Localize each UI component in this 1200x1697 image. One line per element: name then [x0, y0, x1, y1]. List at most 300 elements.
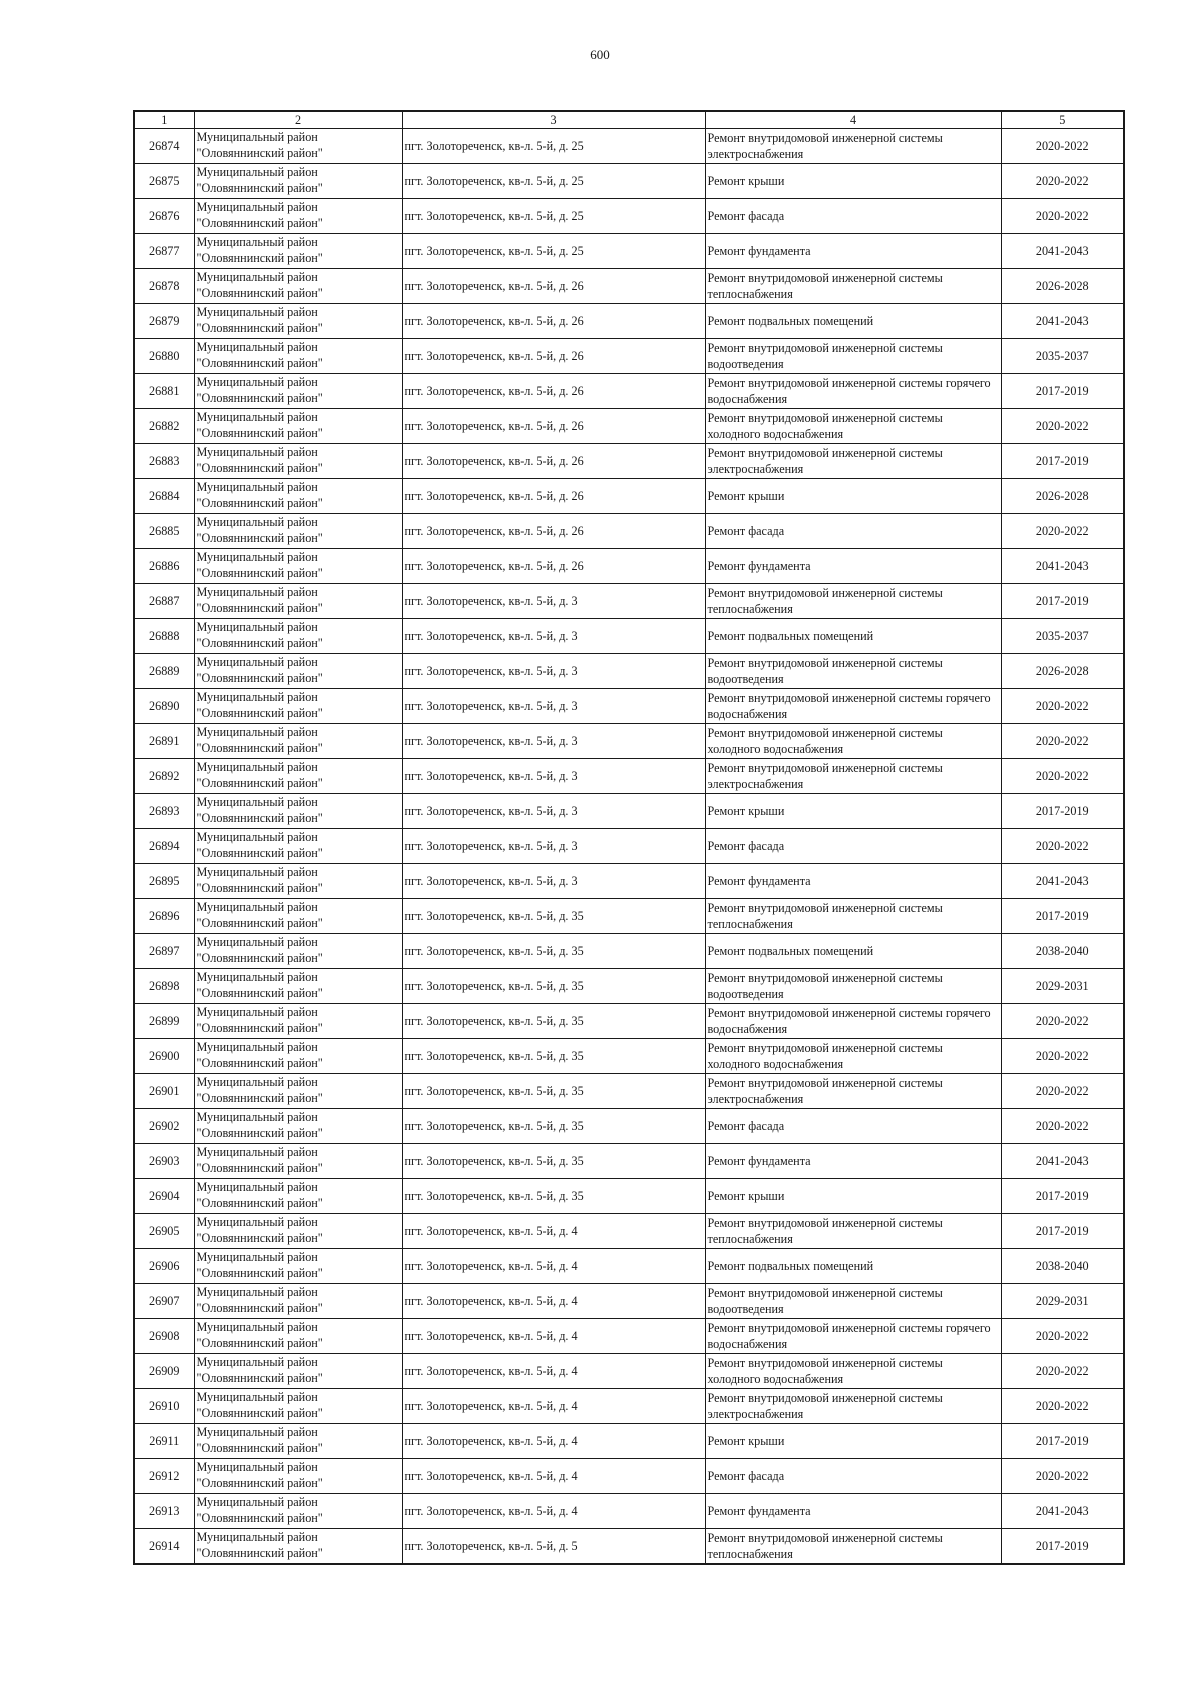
period-cell: 2017-2019 — [1001, 1179, 1124, 1214]
municipality-line-1: Муниципальный район — [196, 935, 318, 949]
municipality-cell — [194, 1354, 402, 1389]
period-cell: 2029-2031 — [1001, 969, 1124, 1004]
municipality-line-1: Муниципальный район — [196, 1145, 318, 1159]
municipality-cell — [194, 1389, 402, 1424]
municipality-cell — [194, 1249, 402, 1284]
municipality-line-2: "Оловяннинский район" — [196, 1406, 323, 1420]
table-row — [134, 619, 1124, 654]
municipality-line-1: Муниципальный район — [196, 1005, 318, 1019]
municipality-line-2: "Оловяннинский район" — [196, 356, 323, 370]
table-row — [134, 409, 1124, 444]
municipality-cell — [194, 1109, 402, 1144]
row-number-cell: 26908 — [134, 1319, 194, 1354]
municipality-line-2: "Оловяннинский район" — [196, 1126, 323, 1140]
work-type-cell: Ремонт подвальных помещений — [705, 304, 1001, 339]
municipality-line-2: "Оловяннинский район" — [196, 951, 323, 965]
municipality-line-2: "Оловяннинский район" — [196, 286, 323, 300]
table-row — [134, 584, 1124, 619]
municipality-line-2: "Оловяннинский район" — [196, 601, 323, 615]
table-row — [134, 1109, 1124, 1144]
municipality-line-1: Муниципальный район — [196, 795, 318, 809]
row-number-cell: 26907 — [134, 1284, 194, 1319]
municipality-cell — [194, 409, 402, 444]
period-cell: 2017-2019 — [1001, 899, 1124, 934]
period-cell: 2020-2022 — [1001, 829, 1124, 864]
municipality-line-1: Муниципальный район — [196, 760, 318, 774]
work-type-cell: Ремонт подвальных помещений — [705, 934, 1001, 969]
period-cell: 2020-2022 — [1001, 759, 1124, 794]
period-cell: 2020-2022 — [1001, 1319, 1124, 1354]
row-number-cell: 26890 — [134, 689, 194, 724]
municipality-line-1: Муниципальный район — [196, 445, 318, 459]
municipality-line-2: "Оловяннинский район" — [196, 321, 323, 335]
period-cell: 2041-2043 — [1001, 1494, 1124, 1529]
municipality-cell — [194, 1494, 402, 1529]
address-cell: пгт. Золотореченск, кв-л. 5-й, д. 3 — [402, 584, 705, 619]
address-cell: пгт. Золотореченск, кв-л. 5-й, д. 3 — [402, 724, 705, 759]
row-number-cell: 26912 — [134, 1459, 194, 1494]
municipality-cell — [194, 514, 402, 549]
table-row — [134, 514, 1124, 549]
table-row — [134, 234, 1124, 269]
municipality-line-2: "Оловяннинский район" — [196, 1441, 323, 1455]
municipality-line-2: "Оловяннинский район" — [196, 1336, 323, 1350]
table-row — [134, 129, 1124, 164]
work-type-cell: Ремонт внутридомовой инженерной системы водоотведения — [705, 339, 1001, 374]
municipality-line-2: "Оловяннинский район" — [196, 1091, 323, 1105]
municipality-line-1: Муниципальный район — [196, 1285, 318, 1299]
address-cell: пгт. Золотореченск, кв-л. 5-й, д. 25 — [402, 234, 705, 269]
address-cell: пгт. Золотореченск, кв-л. 5-й, д. 26 — [402, 479, 705, 514]
municipality-line-2: "Оловяннинский район" — [196, 636, 323, 650]
work-type-cell: Ремонт внутридомовой инженерной системы электроснабжения — [705, 1074, 1001, 1109]
municipality-cell — [194, 1144, 402, 1179]
work-type-cell: Ремонт внутридомовой инженерной системы теплоснабжения — [705, 1529, 1001, 1565]
period-cell: 2020-2022 — [1001, 199, 1124, 234]
municipality-line-1: Муниципальный район — [196, 900, 318, 914]
address-cell: пгт. Золотореченск, кв-л. 5-й, д. 26 — [402, 374, 705, 409]
table-row — [134, 1179, 1124, 1214]
period-cell: 2017-2019 — [1001, 1214, 1124, 1249]
municipality-line-1: Муниципальный район — [196, 1075, 318, 1089]
municipality-line-1: Муниципальный район — [196, 865, 318, 879]
municipality-cell — [194, 269, 402, 304]
municipality-line-2: "Оловяннинский район" — [196, 181, 323, 195]
row-number-cell: 26892 — [134, 759, 194, 794]
period-cell: 2026-2028 — [1001, 269, 1124, 304]
municipality-line-2: "Оловяннинский район" — [196, 1056, 323, 1070]
work-type-cell: Ремонт внутридомовой инженерной системы холодного водоснабжения — [705, 724, 1001, 759]
period-cell: 2020-2022 — [1001, 689, 1124, 724]
address-cell: пгт. Золотореченск, кв-л. 5-й, д. 35 — [402, 1074, 705, 1109]
period-cell: 2017-2019 — [1001, 374, 1124, 409]
municipality-cell — [194, 724, 402, 759]
row-number-cell: 26884 — [134, 479, 194, 514]
address-cell: пгт. Золотореченск, кв-л. 5-й, д. 4 — [402, 1284, 705, 1319]
municipality-cell — [194, 829, 402, 864]
row-number-cell: 26878 — [134, 269, 194, 304]
work-type-cell: Ремонт фасада — [705, 514, 1001, 549]
address-cell: пгт. Золотореченск, кв-л. 5-й, д. 3 — [402, 829, 705, 864]
address-cell: пгт. Золотореченск, кв-л. 5-й, д. 4 — [402, 1354, 705, 1389]
period-cell: 2020-2022 — [1001, 1354, 1124, 1389]
table-row — [134, 1144, 1124, 1179]
work-type-cell: Ремонт внутридомовой инженерной системы теплоснабжения — [705, 269, 1001, 304]
address-cell: пгт. Золотореченск, кв-л. 5-й, д. 4 — [402, 1459, 705, 1494]
row-number-cell: 26893 — [134, 794, 194, 829]
work-type-cell: Ремонт фундамента — [705, 864, 1001, 899]
period-cell: 2020-2022 — [1001, 514, 1124, 549]
column-header: 1 — [134, 111, 194, 129]
row-number-cell: 26883 — [134, 444, 194, 479]
row-number-cell: 26899 — [134, 1004, 194, 1039]
table-row — [134, 1004, 1124, 1039]
row-number-cell: 26876 — [134, 199, 194, 234]
work-type-cell: Ремонт внутридомовой инженерной системы горячего водоснабжения — [705, 374, 1001, 409]
address-cell: пгт. Золотореченск, кв-л. 5-й, д. 3 — [402, 689, 705, 724]
address-cell: пгт. Золотореченск, кв-л. 5-й, д. 35 — [402, 899, 705, 934]
work-type-cell: Ремонт фундамента — [705, 549, 1001, 584]
municipality-cell — [194, 934, 402, 969]
table-row — [134, 304, 1124, 339]
municipality-line-1: Муниципальный район — [196, 1110, 318, 1124]
municipality-line-2: "Оловяннинский район" — [196, 671, 323, 685]
address-cell: пгт. Золотореченск, кв-л. 5-й, д. 3 — [402, 864, 705, 899]
table-row — [134, 689, 1124, 724]
period-cell: 2017-2019 — [1001, 1424, 1124, 1459]
municipality-cell — [194, 1459, 402, 1494]
municipality-line-1: Муниципальный район — [196, 1460, 318, 1474]
address-cell: пгт. Золотореченск, кв-л. 5-й, д. 3 — [402, 759, 705, 794]
municipality-line-2: "Оловяннинский район" — [196, 741, 323, 755]
period-cell: 2038-2040 — [1001, 934, 1124, 969]
period-cell: 2020-2022 — [1001, 129, 1124, 164]
municipality-line-2: "Оловяннинский район" — [196, 1546, 323, 1560]
work-type-cell: Ремонт внутридомовой инженерной системы горячего водоснабжения — [705, 1319, 1001, 1354]
table-row — [134, 934, 1124, 969]
period-cell: 2035-2037 — [1001, 339, 1124, 374]
municipality-cell — [194, 619, 402, 654]
row-number-cell: 26887 — [134, 584, 194, 619]
address-cell: пгт. Золотореченск, кв-л. 5-й, д. 26 — [402, 339, 705, 374]
municipality-cell — [194, 969, 402, 1004]
municipality-cell — [194, 864, 402, 899]
page-number: 600 — [590, 47, 610, 62]
municipality-cell — [194, 899, 402, 934]
municipality-cell — [194, 1004, 402, 1039]
period-cell: 2035-2037 — [1001, 619, 1124, 654]
period-cell: 2017-2019 — [1001, 1529, 1124, 1565]
municipality-line-2: "Оловяннинский район" — [196, 146, 323, 160]
municipality-line-1: Муниципальный район — [196, 410, 318, 424]
work-type-cell: Ремонт крыши — [705, 1424, 1001, 1459]
table-row — [134, 1424, 1124, 1459]
municipality-line-1: Муниципальный район — [196, 725, 318, 739]
period-cell: 2017-2019 — [1001, 444, 1124, 479]
municipality-cell — [194, 689, 402, 724]
table-row — [134, 479, 1124, 514]
address-cell: пгт. Золотореченск, кв-л. 5-й, д. 26 — [402, 409, 705, 444]
address-cell: пгт. Золотореченск, кв-л. 5-й, д. 4 — [402, 1389, 705, 1424]
municipality-cell — [194, 1284, 402, 1319]
row-number-cell: 26906 — [134, 1249, 194, 1284]
period-cell: 2020-2022 — [1001, 1004, 1124, 1039]
municipality-line-1: Муниципальный район — [196, 305, 318, 319]
municipality-cell — [194, 654, 402, 689]
work-type-cell: Ремонт крыши — [705, 479, 1001, 514]
municipality-line-2: "Оловяннинский район" — [196, 881, 323, 895]
table-row — [134, 269, 1124, 304]
municipality-line-2: "Оловяннинский район" — [196, 1301, 323, 1315]
row-number-cell: 26909 — [134, 1354, 194, 1389]
table-row — [134, 1354, 1124, 1389]
municipality-line-1: Муниципальный район — [196, 235, 318, 249]
table-row — [134, 1529, 1124, 1565]
table-row — [134, 374, 1124, 409]
municipality-line-2: "Оловяннинский район" — [196, 1161, 323, 1175]
row-number-cell: 26888 — [134, 619, 194, 654]
municipality-line-1: Муниципальный район — [196, 970, 318, 984]
municipality-line-2: "Оловяннинский район" — [196, 1371, 323, 1385]
table-row — [134, 549, 1124, 584]
column-header: 5 — [1001, 111, 1124, 129]
municipality-cell — [194, 164, 402, 199]
period-cell: 2020-2022 — [1001, 724, 1124, 759]
row-number-cell: 26898 — [134, 969, 194, 1004]
municipality-line-2: "Оловяннинский район" — [196, 1511, 323, 1525]
table-row — [134, 1319, 1124, 1354]
period-cell: 2041-2043 — [1001, 1144, 1124, 1179]
column-header: 2 — [194, 111, 402, 129]
address-cell: пгт. Золотореченск, кв-л. 5-й, д. 5 — [402, 1529, 705, 1565]
address-cell: пгт. Золотореченск, кв-л. 5-й, д. 35 — [402, 1039, 705, 1074]
column-header: 3 — [402, 111, 705, 129]
table-row — [134, 1494, 1124, 1529]
row-number-cell: 26886 — [134, 549, 194, 584]
period-cell: 2026-2028 — [1001, 654, 1124, 689]
row-number-cell: 26914 — [134, 1529, 194, 1565]
municipality-line-1: Муниципальный район — [196, 130, 318, 144]
row-number-cell: 26894 — [134, 829, 194, 864]
period-cell: 2020-2022 — [1001, 1074, 1124, 1109]
work-type-cell: Ремонт внутридомовой инженерной системы электроснабжения — [705, 129, 1001, 164]
municipality-line-2: "Оловяннинский район" — [196, 1196, 323, 1210]
period-cell: 2026-2028 — [1001, 479, 1124, 514]
municipality-line-2: "Оловяннинский район" — [196, 391, 323, 405]
municipality-cell — [194, 1179, 402, 1214]
municipality-line-2: "Оловяннинский район" — [196, 251, 323, 265]
municipality-cell — [194, 1074, 402, 1109]
municipality-line-1: Муниципальный район — [196, 1320, 318, 1334]
municipality-line-2: "Оловяннинский район" — [196, 461, 323, 475]
work-type-cell: Ремонт фасада — [705, 199, 1001, 234]
period-cell: 2020-2022 — [1001, 1459, 1124, 1494]
municipality-line-1: Муниципальный район — [196, 620, 318, 634]
period-cell: 2020-2022 — [1001, 1109, 1124, 1144]
municipality-line-1: Муниципальный район — [196, 270, 318, 284]
address-cell: пгт. Золотореченск, кв-л. 5-й, д. 26 — [402, 444, 705, 479]
address-cell: пгт. Золотореченск, кв-л. 5-й, д. 26 — [402, 514, 705, 549]
address-cell: пгт. Золотореченск, кв-л. 5-й, д. 26 — [402, 304, 705, 339]
work-type-cell: Ремонт внутридомовой инженерной системы водоотведения — [705, 654, 1001, 689]
municipality-cell — [194, 794, 402, 829]
table-header-row — [134, 111, 1124, 129]
municipality-cell — [194, 304, 402, 339]
table-row — [134, 1459, 1124, 1494]
municipality-cell — [194, 129, 402, 164]
row-number-cell: 26902 — [134, 1109, 194, 1144]
period-cell: 2041-2043 — [1001, 864, 1124, 899]
municipality-line-2: "Оловяннинский район" — [196, 1021, 323, 1035]
address-cell: пгт. Золотореченск, кв-л. 5-й, д. 4 — [402, 1494, 705, 1529]
period-cell: 2020-2022 — [1001, 409, 1124, 444]
work-type-cell: Ремонт внутридомовой инженерной системы холодного водоснабжения — [705, 1039, 1001, 1074]
row-number-cell: 26891 — [134, 724, 194, 759]
address-cell: пгт. Золотореченск, кв-л. 5-й, д. 26 — [402, 549, 705, 584]
period-cell: 2041-2043 — [1001, 234, 1124, 269]
municipality-line-2: "Оловяннинский район" — [196, 566, 323, 580]
address-cell: пгт. Золотореченск, кв-л. 5-й, д. 35 — [402, 1109, 705, 1144]
municipality-line-2: "Оловяннинский район" — [196, 1266, 323, 1280]
municipality-line-1: Муниципальный район — [196, 515, 318, 529]
table-row — [134, 339, 1124, 374]
address-cell: пгт. Золотореченск, кв-л. 5-й, д. 35 — [402, 1004, 705, 1039]
period-cell: 2020-2022 — [1001, 1389, 1124, 1424]
municipality-line-1: Муниципальный район — [196, 655, 318, 669]
address-cell: пгт. Золотореченск, кв-л. 5-й, д. 25 — [402, 129, 705, 164]
municipality-line-2: "Оловяннинский район" — [196, 426, 323, 440]
work-type-cell: Ремонт внутридомовой инженерной системы электроснабжения — [705, 759, 1001, 794]
address-cell: пгт. Золотореченск, кв-л. 5-й, д. 35 — [402, 969, 705, 1004]
municipality-line-1: Муниципальный район — [196, 200, 318, 214]
row-number-cell: 26882 — [134, 409, 194, 444]
municipality-line-2: "Оловяннинский район" — [196, 1476, 323, 1490]
work-type-cell: Ремонт внутридомовой инженерной системы водоотведения — [705, 1284, 1001, 1319]
municipality-cell — [194, 1424, 402, 1459]
period-cell: 2041-2043 — [1001, 549, 1124, 584]
table-row — [134, 829, 1124, 864]
table-row — [134, 864, 1124, 899]
work-type-cell: Ремонт внутридомовой инженерной системы теплоснабжения — [705, 899, 1001, 934]
municipality-cell — [194, 584, 402, 619]
row-number-cell: 26874 — [134, 129, 194, 164]
table-row — [134, 654, 1124, 689]
address-cell: пгт. Золотореченск, кв-л. 5-й, д. 35 — [402, 1144, 705, 1179]
table-row — [134, 1249, 1124, 1284]
municipality-cell — [194, 1039, 402, 1074]
address-cell: пгт. Золотореченск, кв-л. 5-й, д. 35 — [402, 934, 705, 969]
row-number-cell: 26895 — [134, 864, 194, 899]
work-type-cell: Ремонт фасада — [705, 1109, 1001, 1144]
municipality-line-1: Муниципальный район — [196, 1390, 318, 1404]
work-type-cell: Ремонт подвальных помещений — [705, 619, 1001, 654]
work-type-cell: Ремонт внутридомовой инженерной системы теплоснабжения — [705, 1214, 1001, 1249]
table-body — [134, 129, 1124, 1565]
municipality-line-2: "Оловяннинский район" — [196, 811, 323, 825]
period-cell: 2017-2019 — [1001, 584, 1124, 619]
work-type-cell: Ремонт внутридомовой инженерной системы электроснабжения — [705, 1389, 1001, 1424]
municipality-line-1: Муниципальный район — [196, 340, 318, 354]
work-type-cell: Ремонт внутридомовой инженерной системы холодного водоснабжения — [705, 409, 1001, 444]
table-row — [134, 164, 1124, 199]
work-type-cell: Ремонт фундамента — [705, 1144, 1001, 1179]
municipality-line-1: Муниципальный район — [196, 1180, 318, 1194]
address-cell: пгт. Золотореченск, кв-л. 5-й, д. 4 — [402, 1249, 705, 1284]
period-cell: 2038-2040 — [1001, 1249, 1124, 1284]
table-row — [134, 969, 1124, 1004]
work-type-cell: Ремонт фасада — [705, 1459, 1001, 1494]
work-type-cell: Ремонт внутридомовой инженерной системы горячего водоснабжения — [705, 1004, 1001, 1039]
municipality-line-1: Муниципальный район — [196, 550, 318, 564]
period-cell: 2041-2043 — [1001, 304, 1124, 339]
work-type-cell: Ремонт внутридомовой инженерной системы холодного водоснабжения — [705, 1354, 1001, 1389]
row-number-cell: 26885 — [134, 514, 194, 549]
work-type-cell: Ремонт крыши — [705, 1179, 1001, 1214]
municipality-line-1: Муниципальный район — [196, 480, 318, 494]
table-row — [134, 444, 1124, 479]
municipality-line-2: "Оловяннинский район" — [196, 986, 323, 1000]
row-number-cell: 26904 — [134, 1179, 194, 1214]
row-number-cell: 26896 — [134, 899, 194, 934]
work-type-cell: Ремонт крыши — [705, 164, 1001, 199]
municipality-cell — [194, 339, 402, 374]
work-type-cell: Ремонт фасада — [705, 829, 1001, 864]
municipality-line-1: Муниципальный район — [196, 1530, 318, 1544]
table-row — [134, 1284, 1124, 1319]
municipality-line-1: Муниципальный район — [196, 1495, 318, 1509]
municipality-line-1: Муниципальный район — [196, 1355, 318, 1369]
address-cell: пгт. Золотореченск, кв-л. 5-й, д. 4 — [402, 1319, 705, 1354]
address-cell: пгт. Золотореченск, кв-л. 5-й, д. 3 — [402, 619, 705, 654]
table-row — [134, 1074, 1124, 1109]
row-number-cell: 26880 — [134, 339, 194, 374]
address-cell: пгт. Золотореченск, кв-л. 5-й, д. 25 — [402, 164, 705, 199]
municipality-line-2: "Оловяннинский район" — [196, 776, 323, 790]
work-type-cell: Ремонт внутридомовой инженерной системы горячего водоснабжения — [705, 689, 1001, 724]
municipality-cell — [194, 1529, 402, 1565]
municipality-cell — [194, 234, 402, 269]
address-cell: пгт. Золотореченск, кв-л. 5-й, д. 4 — [402, 1214, 705, 1249]
column-header: 4 — [705, 111, 1001, 129]
table-row — [134, 199, 1124, 234]
municipality-line-1: Муниципальный район — [196, 1250, 318, 1264]
work-type-cell: Ремонт внутридомовой инженерной системы водоотведения — [705, 969, 1001, 1004]
municipality-cell — [194, 199, 402, 234]
row-number-cell: 26903 — [134, 1144, 194, 1179]
table-row — [134, 899, 1124, 934]
municipality-line-1: Муниципальный район — [196, 1215, 318, 1229]
row-number-cell: 26910 — [134, 1389, 194, 1424]
row-number-cell: 26900 — [134, 1039, 194, 1074]
municipality-line-2: "Оловяннинский район" — [196, 916, 323, 930]
work-type-cell: Ремонт фундамента — [705, 234, 1001, 269]
address-cell: пгт. Золотореченск, кв-л. 5-й, д. 3 — [402, 794, 705, 829]
work-type-cell: Ремонт подвальных помещений — [705, 1249, 1001, 1284]
municipality-line-2: "Оловяннинский район" — [196, 706, 323, 720]
municipality-cell — [194, 479, 402, 514]
address-cell: пгт. Золотореченск, кв-л. 5-й, д. 25 — [402, 199, 705, 234]
table-row — [134, 794, 1124, 829]
municipality-line-1: Муниципальный район — [196, 165, 318, 179]
row-number-cell: 26897 — [134, 934, 194, 969]
municipality-line-1: Муниципальный район — [196, 375, 318, 389]
period-cell: 2020-2022 — [1001, 1039, 1124, 1074]
period-cell: 2029-2031 — [1001, 1284, 1124, 1319]
table-row — [134, 759, 1124, 794]
work-type-cell: Ремонт крыши — [705, 794, 1001, 829]
work-type-cell: Ремонт внутридомовой инженерной системы электроснабжения — [705, 444, 1001, 479]
address-cell: пгт. Золотореченск, кв-л. 5-й, д. 4 — [402, 1424, 705, 1459]
